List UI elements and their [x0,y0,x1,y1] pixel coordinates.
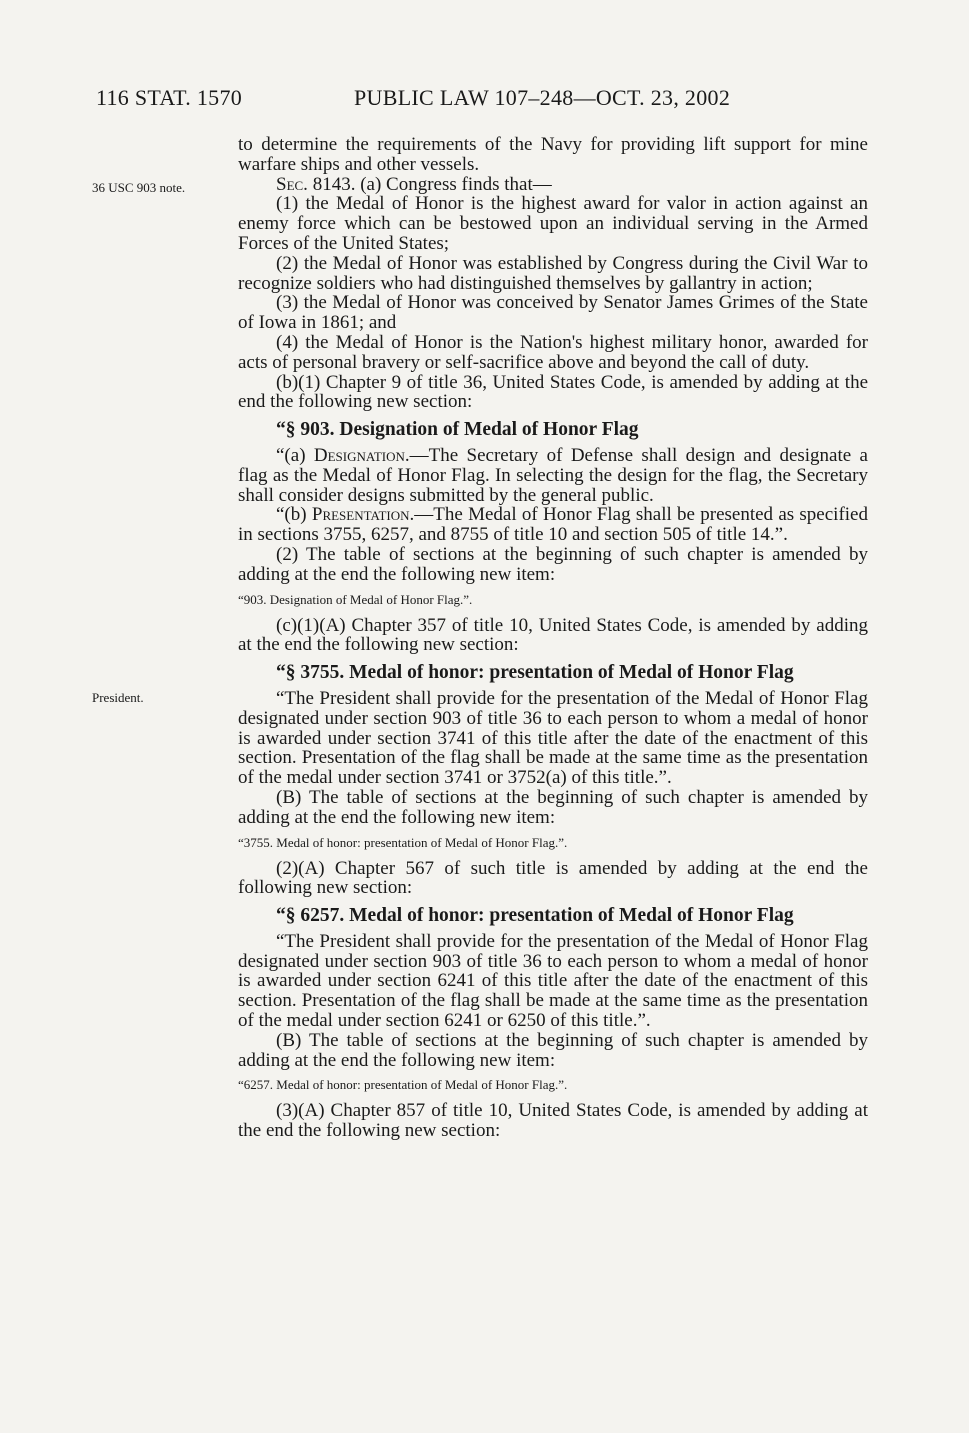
finding-4: (4) the Medal of Honor is the Nation's highest military honor, awarded for acts of personal bravery or self-sacrifice above and beyond the call of duty. [238,331,868,373]
paragraph: to determine the requirements of the Navy for providing lift support for mine warfare ships and other vessels. [238,134,868,175]
subsection-c1a: (c)(1)(A) Chapter 357 of title 10, United States Code, is amended by adding at the end the following new section: [238,614,868,656]
subsection-c3a: (3)(A) Chapter 857 of title 10, United States Code, is amended by adding at the end the following new section: [238,1100,868,1142]
subsection-b1: (b)(1) Chapter 9 of title 36, United States Code, is amended by adding at the end the following new section: [238,371,868,413]
section-3755-text: “The President shall provide for the presentation of the Medal of Honor Flag designated under section 903 of title 36 to each person to whom a medal of honor is awarded under section 3741 of this title after the date of the enactment of this section. Presentation of the flag shall be made at the same time as the presentation of the medal under section 3741 or 3752(a) of this title.”. [238,687,868,789]
document-body [238,135,868,1141]
section-903-b [238,505,868,545]
public-law-title: PUBLIC LAW 107–248—OCT. 23, 2002 [354,85,731,110]
a-text: —The Secretary of Defense shall design and designate a flag as the Medal of Honor Flag. In selecting the design for the flag, the Secretary shall consider designs submitted by the general public. [238,444,868,506]
b-text: —The Medal of Honor Flag shall be presented as specified in sections 3755, 6257, and 8755 of title 10 and section 505 of title 14.”. [238,504,868,546]
section-6257-heading: “§ 6257. Medal of honor: presentation of Medal of Honor Flag [276,905,794,927]
b-prefix: “(b) [276,504,312,526]
sec-label: Sec. [276,173,308,195]
table-item-903: “903. Designation of Medal of Honor Flag.”. [238,591,473,607]
a-label: Designation. [313,444,410,466]
subsection-b2: (2) The table of sections at the beginning of such chapter is amended by adding at the end the following new item: [238,543,868,585]
margin-note-usc: 36 USC 903 note. [92,180,186,195]
margin-note-president: President. [92,690,144,705]
section-3755-heading: “§ 3755. Medal of honor: presentation of Medal of Honor Flag [276,662,794,684]
section-903-a [238,446,868,505]
subsection-c1b: (B) The table of sections at the beginning of such chapter is amended by adding at the end the following new item: [238,786,868,828]
stat-citation: 116 STAT. 1570 [96,85,243,110]
subsection-c2b: (B) The table of sections at the beginning of such chapter is amended by adding at the end the following new item: [238,1029,868,1071]
section-8143-intro [238,175,868,195]
b-label: Presentation. [311,504,415,526]
section-903-heading: “§ 903. Designation of Medal of Honor Flag [276,419,639,441]
subsection-c2a: (2)(A) Chapter 567 of such title is amended by adding at the end the following new section: [238,857,868,899]
a-prefix: “(a) [276,444,314,466]
table-item-6257: “6257. Medal of honor: presentation of Medal of Honor Flag.”. [238,1077,568,1093]
finding-1: (1) the Medal of Honor is the highest award for valor in action against an enemy force which can be bestowed upon an individual serving in the Armed Forces of the United States; [238,193,868,254]
finding-3: (3) the Medal of Honor was conceived by Senator James Grimes of the State of Iowa in 1861; and [238,292,868,334]
finding-2: (2) the Medal of Honor was established by Congress during the Civil War to recognize soldiers who had distinguished themselves by gallantry in action; [238,252,868,294]
section-6257-text: “The President shall provide for the presentation of the Medal of Honor Flag designated under section 903 of title 36 to each person to whom a medal of honor is awarded under section 6241 of this title after the date of the enactment of this section. Presentation of the flag shall be made at the same time as the presentation of the medal under section 6241 or 6250 of this title.”. [238,930,868,1032]
sec-text: 8143. (a) Congress finds that— [307,173,552,195]
table-item-3755: “3755. Medal of honor: presentation of Medal of Honor Flag.”. [238,834,568,850]
